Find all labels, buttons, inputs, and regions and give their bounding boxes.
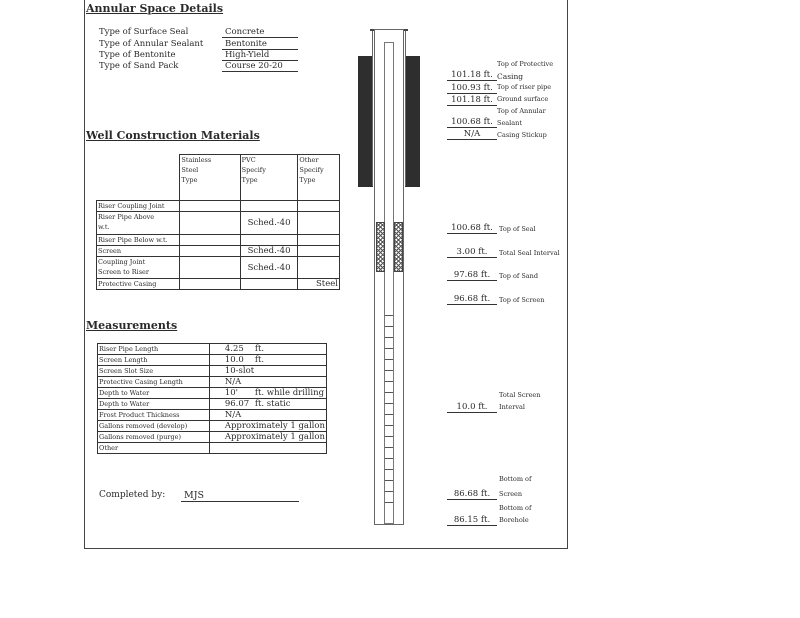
riser-value: 100.93 ft. [447, 83, 497, 94]
meas-label: Riser Pipe Length [98, 344, 210, 355]
coupling-pvc: Sched.-40 [240, 257, 298, 279]
riser-label: Top of riser pipe [497, 83, 552, 91]
annular-heading: Annular Space Details [86, 2, 224, 15]
riser-above-label: Riser Pipe Above w.t. [97, 212, 180, 235]
seal-left [376, 222, 385, 272]
screen-slot [385, 491, 393, 492]
protective-casing-label: Protective Casing [97, 279, 180, 290]
screen-pvc: Sched.-40 [240, 246, 298, 257]
screen-slot [385, 370, 393, 371]
meas-value: N/A [209, 377, 326, 388]
completed-label: Completed by: [99, 490, 166, 500]
top-annular-label: Top of Annular [497, 107, 546, 115]
sand-label: Top of Sand [499, 272, 539, 280]
protective-casing-right [405, 56, 420, 187]
meas-label: Depth to Water [98, 399, 210, 410]
other-header: Other Specify Type [298, 155, 340, 201]
ground-label: Ground surface [497, 95, 549, 103]
coupling-screen-label: Coupling Joint Screen to Riser [97, 257, 180, 279]
casing-label: Casing [497, 72, 524, 81]
screen-slot [385, 337, 393, 338]
meas-value: 10.0 ft. [209, 355, 326, 366]
meas-value: Approximately 1 gallon [209, 432, 326, 443]
protective-casing-left [358, 56, 373, 187]
screen-slot [385, 403, 393, 404]
surface-seal-value: Concrete [222, 27, 298, 38]
sealant-value: 100.68 ft. [447, 117, 497, 128]
riser-coupling-label: Riser Coupling Joint [97, 201, 180, 212]
screen-slot [385, 326, 393, 327]
screen-slot [385, 392, 393, 393]
meas-label: Frost Product Thickness [98, 410, 210, 421]
meas-label: Screen Length [98, 355, 210, 366]
screen-top-value: 96.68 ft. [447, 294, 497, 305]
screen-slot [385, 458, 393, 459]
meas-label: Screen Slot Size [98, 366, 210, 377]
meas-value: 10-slot [209, 366, 326, 377]
borehole-label-1: Bottom of [499, 504, 532, 512]
measurements-table [97, 343, 327, 454]
measurements-heading: Measurements [86, 319, 178, 332]
screen-slot [385, 381, 393, 382]
meas-value: Approximately 1 gallon [209, 421, 326, 432]
screen-slot [385, 502, 393, 503]
annular-sealant-value: Bentonite [222, 39, 298, 50]
protective-casing-other: Steel [298, 279, 340, 290]
borehole-label-2: Borehole [499, 516, 529, 524]
materials-table [96, 154, 340, 290]
screen-top-label: Top of Screen [499, 296, 545, 304]
total-screen-value: 10.0 ft. [447, 402, 497, 413]
meas-label: Gallons removed (purge) [98, 432, 210, 443]
screen-slot [385, 359, 393, 360]
stickup-label: Casing Stickup [497, 131, 547, 139]
screen-slot [385, 425, 393, 426]
screen-slot [385, 348, 393, 349]
seal-value: 100.68 ft. [447, 223, 497, 234]
bentonite-value: High-Yield [222, 50, 298, 61]
bottom-screen-label-2: Screen [499, 490, 523, 498]
seal-right [394, 222, 403, 272]
total-screen-label-1: Total Screen [499, 391, 541, 399]
screen-slot [385, 315, 393, 316]
sand-pack-value: Course 20-20 [222, 61, 298, 72]
riser-above-pvc: Sched.-40 [240, 212, 298, 235]
materials-heading: Well Construction Materials [86, 129, 260, 142]
meas-value: 10' ft. while drilling [209, 388, 326, 399]
surface-seal-label: Type of Surface Seal [99, 27, 189, 37]
bentonite-label: Type of Bentonite [99, 50, 176, 60]
annular-sealant-label: Type of Annular Sealant [99, 39, 204, 49]
meas-label: Depth to Water [98, 388, 210, 399]
meas-value [209, 443, 326, 454]
meas-label: Protective Casing Length [98, 377, 210, 388]
meas-value: 96.07 ft. static [209, 399, 326, 410]
top-protective-label: Top of Protective [497, 60, 554, 68]
bottom-screen-label-1: Bottom of [499, 475, 532, 483]
sealant-label: Sealant [497, 119, 522, 127]
riser-pipe [384, 42, 394, 524]
screen-label: Screen [97, 246, 180, 257]
screen-slot [385, 436, 393, 437]
stickup-value: N/A [447, 129, 497, 140]
meas-value: N/A [209, 410, 326, 421]
sand-pack-label: Type of Sand Pack [99, 61, 179, 71]
interval-value: 3.00 ft. [447, 247, 497, 258]
interval-label: Total Seal Interval [499, 249, 560, 257]
meas-label: Gallons removed (develop) [98, 421, 210, 432]
casing-value: 101.18 ft. [447, 70, 497, 81]
borehole-value: 86.15 ft. [447, 515, 497, 526]
seal-label: Top of Seal [499, 225, 536, 233]
screen-slot [385, 480, 393, 481]
completed-value: MJS [181, 490, 299, 502]
ground-value: 101.18 ft. [447, 95, 497, 106]
bottom-screen-value: 86.68 ft. [447, 489, 497, 500]
total-screen-label-2: Interval [499, 403, 525, 411]
meas-label: Other [98, 443, 210, 454]
meas-value: 4.25 ft. [209, 344, 326, 355]
pvc-header: PVC Specify Type [240, 155, 298, 201]
stainless-header: Stainless Steel Type [180, 155, 240, 201]
screen-slot [385, 469, 393, 470]
screen-slot [385, 447, 393, 448]
riser-below-label: Riser Pipe Below w.t. [97, 235, 180, 246]
screen-slot [385, 414, 393, 415]
sand-value: 97.68 ft. [447, 270, 497, 281]
